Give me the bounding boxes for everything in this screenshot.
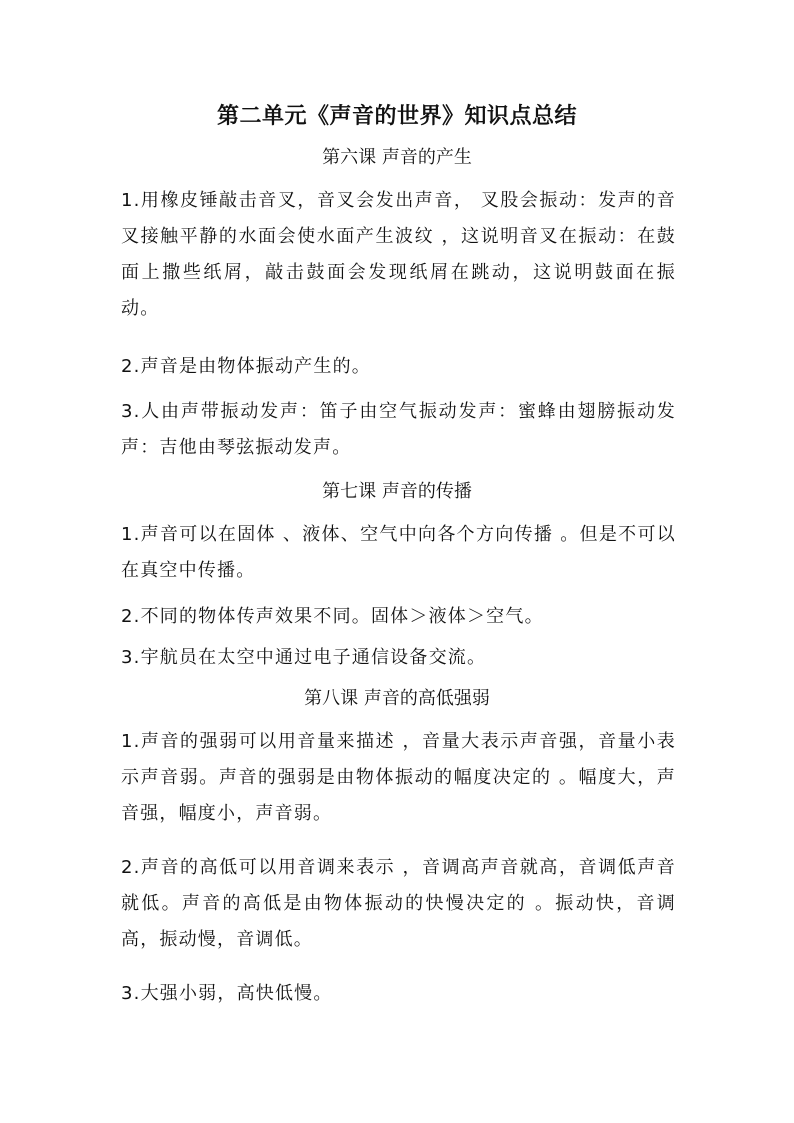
- section-heading-lesson-6: 第六课 声音的产生: [322, 147, 472, 168]
- lesson-6-point-3: 3.人由声带振动发声：笛子由空气振动发声：蜜蜂由翅膀振动发声：吉他由琴弦振动发声。: [121, 401, 676, 458]
- lesson-8-point-1: 1.声音的强弱可以用音量来描述 ，音量大表示声音强，音量小表示声音弱。声音的强弱是由物体振动的幅度决定的 。幅度大，声音强，幅度小，声音弱。: [121, 731, 676, 824]
- lesson-7-point-1: 1.声音可以在固体 、液体、空气中向各个方向传播 。但是不可以在真空中传播。: [121, 524, 676, 581]
- lesson-7-point-2: 2.不同的物体传声效果不同。固体＞液体＞空气。: [121, 606, 544, 627]
- document-title: 第二单元《声音的世界》知识点总结: [216, 103, 577, 129]
- lesson-6-point-1: 1.用橡皮锤敲击音叉，音叉会发出声音， 叉股会振动：发声的音叉接触平静的水面会使水面产生波纹 ，这说明音叉在振动：在鼓面上撒些纸屑，敲击鼓面会发现纸屑在跳动，这说明鼓面在振动。: [121, 190, 676, 319]
- section-heading-lesson-8: 第八课 声音的高低强弱: [304, 688, 490, 709]
- section-heading-lesson-7: 第七课 声音的传播: [322, 481, 472, 502]
- lesson-8-point-3: 3.大强小弱，高快低慢。: [121, 983, 333, 1004]
- lesson-7-point-3: 3.宇航员在太空中通过电子通信设备交流。: [121, 647, 487, 668]
- lesson-8-point-2: 2.声音的高低可以用音调来表示 ，音调高声音就高，音调低声音就低。声音的高低是由物体振动的快慢决定的 。振动快，音调高，振动慢，音调低。: [121, 857, 676, 950]
- lesson-6-point-2: 2.声音是由物体振动产生的。: [121, 356, 371, 377]
